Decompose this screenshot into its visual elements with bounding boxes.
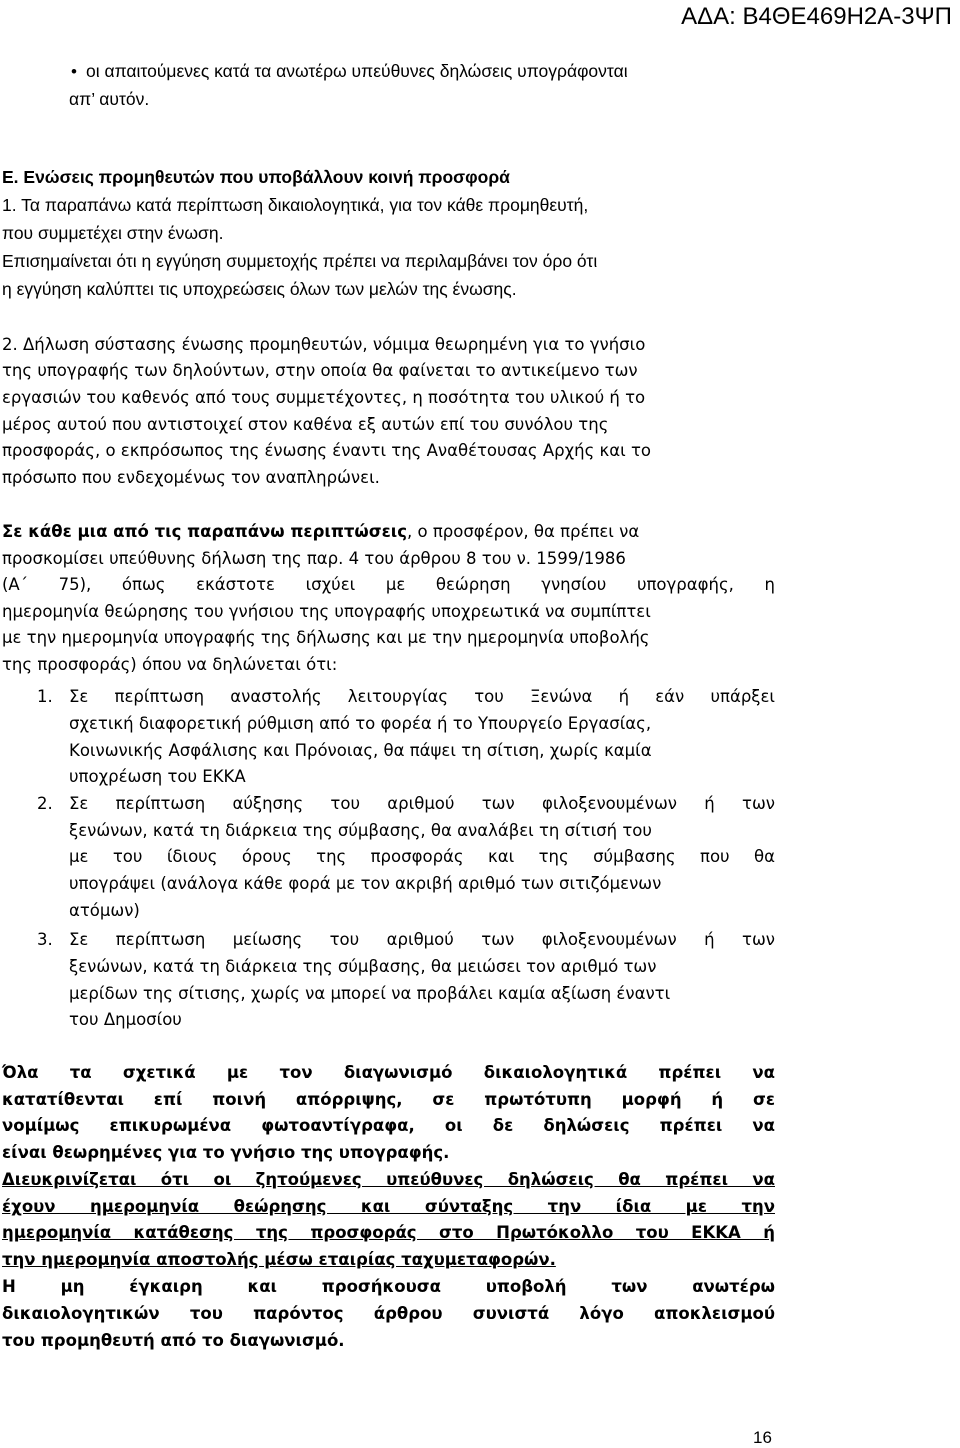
section-e-item1-line: Επισημαίνεται ότι η εγγύηση συμμετοχής πρέπει να περιλαμβάνει τον όρο ότι [2,251,598,271]
final-note-underlined-line: Διευκρινίζεται ότι οι ζητούμενες υπεύθυνες δηλώσεις θα πρέπει να [2,1170,775,1189]
item-number: 1. [37,687,53,706]
final-note-underlined-line: την ημερομηνία αποστολής μέσω εταιρίας ταχυμεταφορών. [2,1250,556,1269]
item-number: 2. [37,794,53,813]
item-line: του Δημοσίου [69,1010,182,1029]
final-note-line: Η μη έγκαιρη και προσήκουσα υποβολή των ανωτέρω [2,1277,775,1296]
section-e-item2-line: προσφοράς, ο εκπρόσωπος της ένωσης έναντι της Αναθέτουσας Αρχής και το [2,441,651,460]
item-line: ξενώνων, κατά τη διάρκεια της σύμβασης, θα μειώσει τον αριθμό των [69,957,657,976]
declaration-line [2,518,639,545]
declaration-line: με την ημερομηνία υπογραφής της δήλωσης και με την ημερομηνία υποβολής [2,628,650,647]
section-e-item1-line: η εγγύηση καλύπτει τις υποχρεώσεις όλων των μελών της ένωσης. [2,279,517,299]
section-e-item2-line: εργασιών του καθενός από τους συμμετέχοντες, η ποσότητα του υλικού ή το [2,388,646,407]
item-line: με του ίδιους όρους της προσφοράς και της σύμβασης που θα [69,847,775,866]
final-note-line: νομίμως επικυρωμένα φωτοαντίγραφα, οι δε δηλώσεις πρέπει να [2,1116,775,1135]
declaration-bold-intro: Σε κάθε μια από τις παραπάνω περιπτώσεις [2,522,408,541]
declaration-line: ημερομηνία θεώρησης του γνήσιου της υπογραφής υποχρεωτικά να συμπίπτει [2,602,651,621]
item-line: ατόμων) [69,901,140,920]
item-line: Σε περίπτωση αναστολής λειτουργίας του Ξενώνα ή εάν υπάρξει [69,687,775,706]
item-line: Σε περίπτωση μείωσης του αριθμού των φιλοξενουμένων ή των [69,930,775,949]
item-line: μερίδων της σίτισης, χωρίς να μπορεί να προβάλει καμία αξίωση έναντι [69,984,671,1003]
item-line: σχετική διαφορετική ρύθμιση από το φορέα ή το Υπουργείο Εργασίας, [69,714,652,733]
section-e-item2-line: της υπογραφής των δηλούντων, στην οποία θα φαίνεται το αντικείμενο των [2,361,638,380]
ada-code: ΑΔΑ: Β4ΘΕ469Η2Α-3ΨΠ [681,3,952,30]
final-note-underlined-line: έχουν ημερομηνία θεώρησης και σύνταξης την ίδια με την [2,1197,775,1216]
final-note-line: Όλα τα σχετικά με τον διαγωνισμό δικαιολογητικά πρέπει να [2,1063,775,1082]
bullet-text-line: απ’ αυτόν. [69,89,150,109]
bullet-text-line: οι απαιτούμενες κατά τα ανωτέρω υπεύθυνες δηλώσεις υπογράφονται [86,61,628,81]
bullet-icon: • [71,62,77,81]
section-e-item1-line: που συμμετέχει στην ένωση. [2,223,224,243]
final-note-line: είναι θεωρημένες για το γνήσιο της υπογραφής. [2,1143,450,1162]
item-number: 3. [37,930,53,949]
section-e-heading: Ε. Ενώσεις προμηθευτών που υποβάλλουν κοινή προσφορά [2,167,510,187]
item-line: υπογράψει (ανάλογα κάθε φορά με τον ακριβή αριθμό των σιτιζόμενων [69,874,662,893]
section-e-item2-line: 2. Δήλωση σύστασης ένωσης προμηθευτών, νόμιμα θεωρημένη για το γνήσιο [2,335,646,354]
declaration-line: της προσφοράς) όπου να δηλώνεται ότι: [2,655,338,674]
section-e-item2-line: πρόσωπο που ενδεχομένως τον αναπληρώνει. [2,468,380,487]
item-line: Σε περίπτωση αύξησης του αριθμού των φιλοξενουμένων ή των [69,794,775,813]
section-e-item2-line: μέρος αυτού που αντιστοιχεί στον καθένα εξ αυτών επί του συνόλου της [2,415,609,434]
declaration-line: (Α΄ 75), όπως εκάστοτε ισχύει με θεώρηση γνησίου υπογραφής, η [2,575,775,594]
item-line: Κοινωνικής Ασφάλισης και Πρόνοιας, θα πάψει τη σίτιση, χωρίς καμία [69,741,652,760]
declaration-intro-rest: , ο προσφέρον, θα πρέπει να [407,522,640,541]
final-note-line: του προμηθευτή από το διαγωνισμό. [2,1331,345,1350]
item-line: υποχρέωση του ΕΚΚΑ [69,767,246,786]
final-note-underlined-line: ημερομηνία κατάθεσης της προσφοράς στο Πρωτόκολλο του ΕΚΚΑ ή [2,1223,775,1242]
declaration-line: προσκομίσει υπεύθυνης δήλωση της παρ. 4 του άρθρου 8 του ν. 1599/1986 [2,549,626,568]
item-line: ξενώνων, κατά τη διάρκεια της σύμβασης, θα αναλάβει τη σίτισή του [69,821,652,840]
section-e-item1-line: 1. Τα παραπάνω κατά περίπτωση δικαιολογητικά, για τον κάθε προμηθευτή, [2,195,589,215]
final-note-line: κατατίθενται επί ποινή απόρριψης, σε πρωτότυπη μορφή ή σε [2,1090,775,1109]
page-number: 16 [753,1428,772,1447]
final-note-line: δικαιολογητικών του παρόντος άρθρου συνιστά λόγο αποκλεισμού [2,1304,775,1323]
